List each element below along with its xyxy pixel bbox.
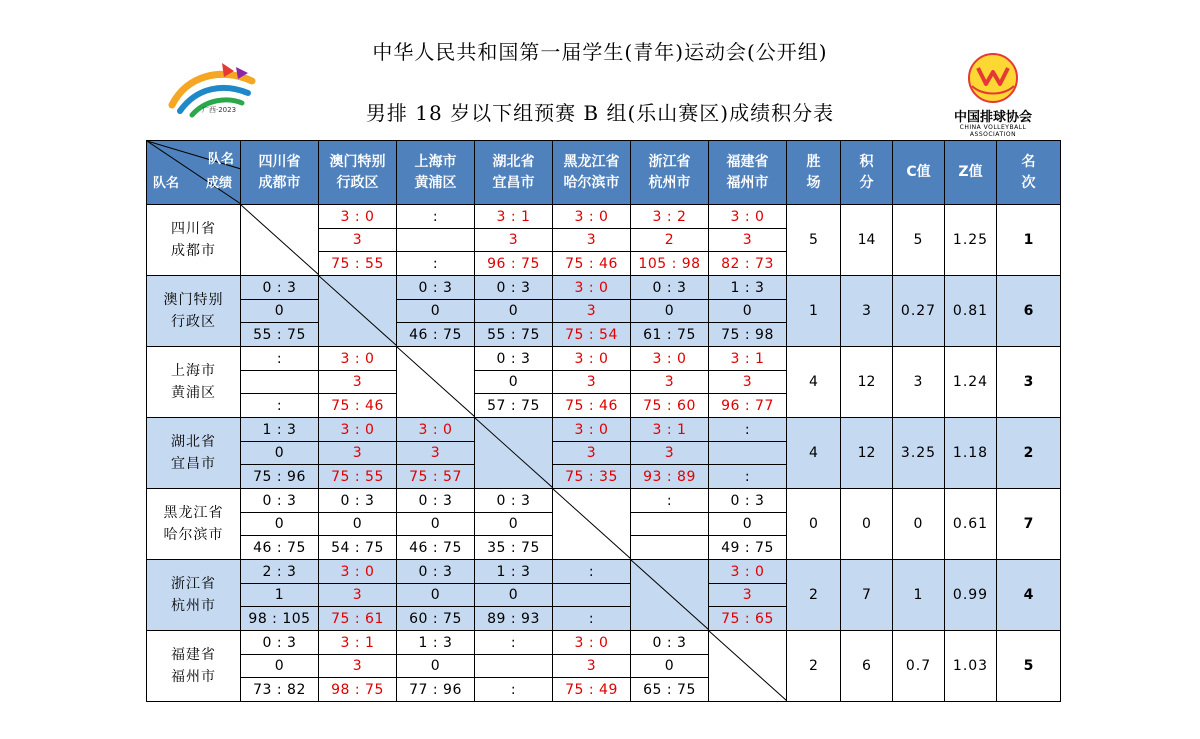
match-score: 3 : 0 (553, 631, 631, 655)
row-wins: 2 (787, 631, 841, 702)
match-rally: 89 : 93 (475, 607, 553, 631)
row-z-value: 0.81 (945, 276, 997, 347)
match-score: 3 : 1 (631, 418, 709, 442)
match-rally: 96 : 77 (709, 394, 787, 418)
diagonal-stroke (475, 418, 553, 488)
header-team-name-line2: 杭州市 (648, 174, 691, 191)
diagonal-line (319, 276, 397, 346)
match-points: 3 (553, 229, 631, 252)
row-wins: 0 (787, 489, 841, 560)
match-points: 3 (319, 584, 397, 607)
diagonal-line (397, 347, 475, 417)
match-points: 0 (475, 513, 553, 536)
table-row (147, 347, 1061, 371)
row-points: 12 (841, 347, 893, 418)
match-points: 0 (241, 513, 319, 536)
row-team-name-line2: 杭州市 (171, 598, 216, 614)
match-rally: 57 : 75 (475, 394, 553, 418)
match-points: 3 (319, 229, 397, 252)
row-team-name-line1: 福建省 (171, 647, 216, 663)
match-points (397, 229, 475, 252)
cva-logo-text: 中国排球协会 (953, 110, 1032, 125)
match-points: 1 (241, 584, 319, 607)
row-c-value: 3.25 (893, 418, 945, 489)
row-wins: 5 (787, 205, 841, 276)
match-score: 0 : 3 (709, 489, 787, 513)
match-score: 1 : 3 (709, 276, 787, 300)
match-score: 1 : 3 (475, 560, 553, 584)
match-rally: 75 : 57 (397, 465, 475, 489)
row-team-name-line1: 湖北省 (171, 434, 216, 450)
cva-logo (938, 50, 1048, 138)
row-team-name (147, 560, 241, 631)
row-rank: 1 (997, 205, 1061, 276)
match-rally: 49 : 75 (709, 536, 787, 560)
match-rally: : (553, 607, 631, 631)
diagonal-stroke (553, 489, 631, 559)
match-rally: 75 : 61 (319, 607, 397, 631)
row-rank: 2 (997, 418, 1061, 489)
match-score: 0 : 3 (397, 560, 475, 584)
row-rank: 4 (997, 560, 1061, 631)
row-wins: 1 (787, 276, 841, 347)
match-score: 0 : 3 (475, 347, 553, 371)
header-team-name-line1: 黑龙江省 (563, 153, 620, 170)
match-score: 3 : 2 (631, 205, 709, 229)
match-rally: 75 : 46 (553, 252, 631, 276)
match-rally: 46 : 75 (241, 536, 319, 560)
row-team-name (147, 418, 241, 489)
match-rally: 98 : 75 (319, 678, 397, 702)
row-team-name (147, 347, 241, 418)
match-points: 3 (553, 442, 631, 465)
row-team-name-line2: 宜昌市 (171, 456, 216, 472)
match-points (709, 442, 787, 465)
match-points: 3 (553, 371, 631, 394)
header-row (147, 141, 1061, 205)
match-points: 0 (631, 655, 709, 678)
match-score: 0 : 3 (397, 489, 475, 513)
header-c-value: C值 (893, 141, 945, 205)
match-score: : (241, 347, 319, 371)
match-rally: 75 : 96 (241, 465, 319, 489)
match-rally: 55 : 75 (241, 323, 319, 347)
match-score: 3 : 0 (319, 347, 397, 371)
diagonal-cell (631, 560, 709, 631)
match-points: 3 (553, 655, 631, 678)
row-c-value: 0.27 (893, 276, 945, 347)
diagonal-line (553, 489, 631, 559)
header-team-name-line1: 上海市 (414, 153, 457, 170)
match-points: 0 (475, 371, 553, 394)
row-team-name-line2: 行政区 (171, 314, 216, 330)
match-rally: 75 : 55 (319, 465, 397, 489)
diagonal-stroke (397, 347, 475, 417)
match-points (631, 513, 709, 536)
header-points (841, 141, 893, 205)
header-rank (997, 141, 1061, 205)
match-rally: : (241, 394, 319, 418)
row-team-name-line1: 黑龙江省 (163, 505, 224, 521)
match-score: : (475, 631, 553, 655)
header-team-name-line2: 福州市 (726, 174, 769, 191)
header-team-3 (397, 141, 475, 205)
diagonal-cell (319, 276, 397, 347)
header-team-name-line2: 成都市 (258, 174, 301, 191)
match-points: 0 (241, 655, 319, 678)
cva-logo-subtext: CHINA VOLLEYBALL ASSOCIATION (959, 124, 1027, 138)
diagonal-line (709, 631, 787, 701)
diagonal-stroke (319, 276, 397, 346)
header-team-5 (553, 141, 631, 205)
match-rally: 75 : 65 (709, 607, 787, 631)
match-score: : (709, 418, 787, 442)
match-score: : (397, 205, 475, 229)
row-z-value: 1.18 (945, 418, 997, 489)
match-rally: : (397, 252, 475, 276)
header-points-line2: 分 (859, 174, 874, 191)
match-score: 3 : 0 (319, 560, 397, 584)
corner-cell (147, 141, 241, 205)
row-wins: 4 (787, 347, 841, 418)
match-rally: 75 : 54 (553, 323, 631, 347)
match-rally: 96 : 75 (475, 252, 553, 276)
match-points: 0 (241, 442, 319, 465)
table-row (147, 560, 1061, 584)
match-rally: 35 : 75 (475, 536, 553, 560)
match-score: 0 : 3 (397, 276, 475, 300)
match-score: 0 : 3 (319, 489, 397, 513)
match-points: 3 (709, 584, 787, 607)
match-score: 3 : 0 (553, 276, 631, 300)
row-points: 7 (841, 560, 893, 631)
row-team-name-line2: 黄浦区 (171, 385, 216, 401)
diagonal-stroke (709, 631, 787, 701)
row-points: 14 (841, 205, 893, 276)
match-points (553, 584, 631, 607)
match-rally: 75 : 98 (709, 323, 787, 347)
match-score: 3 : 1 (319, 631, 397, 655)
match-points: 0 (397, 584, 475, 607)
diagonal-cell (553, 489, 631, 560)
header-team-name-line1: 浙江省 (648, 153, 691, 170)
standings-table (146, 140, 1061, 702)
row-z-value: 1.24 (945, 347, 997, 418)
row-c-value: 3 (893, 347, 945, 418)
match-rally: 60 : 75 (397, 607, 475, 631)
match-score: 3 : 0 (397, 418, 475, 442)
match-points: 0 (475, 584, 553, 607)
diagonal-cell (709, 631, 787, 702)
match-score: 3 : 0 (319, 418, 397, 442)
games-logo (162, 57, 262, 121)
row-points: 12 (841, 418, 893, 489)
match-rally: 65 : 75 (631, 678, 709, 702)
header-wins-line2: 场 (806, 174, 821, 191)
diagonal-stroke (241, 205, 319, 275)
row-points: 0 (841, 489, 893, 560)
diagonal-cell (397, 347, 475, 418)
page-title: 中华人民共和国第一届学生(青年)运动会(公开组) (372, 40, 828, 64)
match-score: 1 : 3 (241, 418, 319, 442)
row-team-name (147, 205, 241, 276)
corner-team-label-top: 队名 (207, 152, 234, 167)
diagonal-cell (475, 418, 553, 489)
header-team-name-line1: 福建省 (726, 153, 769, 170)
table-row (147, 276, 1061, 300)
match-score: 3 : 0 (553, 205, 631, 229)
match-points: 3 (319, 442, 397, 465)
match-rally: 77 : 96 (397, 678, 475, 702)
match-score: 3 : 1 (475, 205, 553, 229)
corner-score-label: 成绩 (205, 176, 232, 191)
match-points: 3 (709, 371, 787, 394)
match-score: 3 : 0 (553, 418, 631, 442)
header-wins-line1: 胜 (806, 153, 821, 170)
match-score: : (553, 560, 631, 584)
row-rank: 5 (997, 631, 1061, 702)
match-score: 0 : 3 (631, 276, 709, 300)
match-rally: 98 : 105 (241, 607, 319, 631)
match-points: 0 (397, 655, 475, 678)
table-row (147, 418, 1061, 442)
match-rally: 61 : 75 (631, 323, 709, 347)
match-score: 3 : 0 (709, 205, 787, 229)
header-team-4 (475, 141, 553, 205)
header-team-name-line2: 黄浦区 (414, 174, 457, 191)
match-rally: 75 : 49 (553, 678, 631, 702)
row-z-value: 0.99 (945, 560, 997, 631)
match-score: 2 : 3 (241, 560, 319, 584)
row-team-name-line2: 哈尔滨市 (163, 527, 224, 543)
header-z-value: Z值 (945, 141, 997, 205)
header-team-name-line1: 四川省 (258, 153, 301, 170)
page-subtitle: 男排 18 岁以下组预赛 B 组(乐山赛区)成绩积分表 (365, 101, 835, 125)
match-points: 3 (631, 371, 709, 394)
match-points: 3 (709, 229, 787, 252)
match-score: 3 : 0 (631, 347, 709, 371)
match-rally: 54 : 75 (319, 536, 397, 560)
match-score: 0 : 3 (475, 276, 553, 300)
match-rally: : (475, 678, 553, 702)
row-team-name-line1: 四川省 (171, 221, 216, 237)
match-points: 3 (397, 442, 475, 465)
match-points: 3 (319, 655, 397, 678)
match-rally: 75 : 55 (319, 252, 397, 276)
match-score: : (631, 489, 709, 513)
match-rally: 93 : 89 (631, 465, 709, 489)
row-team-name-line2: 成都市 (171, 243, 216, 259)
match-points: 0 (397, 300, 475, 323)
row-c-value: 5 (893, 205, 945, 276)
row-z-value: 0.61 (945, 489, 997, 560)
diagonal-stroke (631, 560, 709, 630)
match-score: 0 : 3 (241, 489, 319, 513)
row-c-value: 0.7 (893, 631, 945, 702)
match-score: 0 : 3 (475, 489, 553, 513)
corner-team-label-left: 队名 (153, 176, 180, 191)
match-score: 0 : 3 (241, 276, 319, 300)
match-points (241, 371, 319, 394)
header-points-line1: 积 (859, 153, 874, 170)
match-score: 3 : 0 (553, 347, 631, 371)
table-row (147, 205, 1061, 229)
match-points: 0 (709, 300, 787, 323)
row-c-value: 0 (893, 489, 945, 560)
row-team-name (147, 489, 241, 560)
header-team-name-line2: 行政区 (336, 174, 379, 191)
match-points: 0 (319, 513, 397, 536)
match-points: 0 (241, 300, 319, 323)
match-score: 3 : 1 (709, 347, 787, 371)
header-team-7 (709, 141, 787, 205)
header-team-name-line1: 澳门特别 (329, 153, 386, 170)
table-row (147, 631, 1061, 655)
row-rank: 6 (997, 276, 1061, 347)
row-team-name-line1: 上海市 (171, 363, 216, 379)
row-team-name-line1: 澳门特别 (163, 292, 224, 308)
match-rally: 75 : 46 (319, 394, 397, 418)
table-row (147, 489, 1061, 513)
match-points: 3 (553, 300, 631, 323)
match-points: 0 (709, 513, 787, 536)
match-rally: 75 : 60 (631, 394, 709, 418)
games-logo-text: 广西·2023 (202, 106, 237, 114)
row-team-name (147, 276, 241, 347)
row-points: 3 (841, 276, 893, 347)
row-points: 6 (841, 631, 893, 702)
match-rally: 75 : 35 (553, 465, 631, 489)
match-points: 0 (475, 300, 553, 323)
row-team-name-line1: 浙江省 (171, 576, 216, 592)
match-rally (631, 536, 709, 560)
match-points: 3 (631, 442, 709, 465)
header-rank-line1: 名 (1021, 153, 1036, 170)
match-rally: 46 : 75 (397, 536, 475, 560)
row-rank: 3 (997, 347, 1061, 418)
row-z-value: 1.03 (945, 631, 997, 702)
match-score: 3 : 0 (709, 560, 787, 584)
row-c-value: 1 (893, 560, 945, 631)
match-rally: : (709, 465, 787, 489)
match-points: 3 (319, 371, 397, 394)
match-rally: 82 : 73 (709, 252, 787, 276)
match-score: 1 : 3 (397, 631, 475, 655)
match-points (475, 655, 553, 678)
match-score: 3 : 0 (319, 205, 397, 229)
match-rally: 105 : 98 (631, 252, 709, 276)
header-team-6 (631, 141, 709, 205)
match-points: 3 (475, 229, 553, 252)
match-rally: 75 : 46 (553, 394, 631, 418)
row-wins: 2 (787, 560, 841, 631)
header-wins (787, 141, 841, 205)
header-team-2 (319, 141, 397, 205)
diagonal-line (631, 560, 709, 630)
match-rally: 46 : 75 (397, 323, 475, 347)
header-team-name-line2: 宜昌市 (492, 174, 535, 191)
row-team-name-line2: 福州市 (171, 669, 216, 685)
header-rank-line2: 次 (1021, 174, 1036, 191)
match-rally: 73 : 82 (241, 678, 319, 702)
header-team-name-line2: 哈尔滨市 (563, 174, 620, 191)
diagonal-line (475, 418, 553, 488)
match-score: 0 : 3 (631, 631, 709, 655)
match-points: 2 (631, 229, 709, 252)
diagonal-line (241, 205, 319, 275)
row-rank: 7 (997, 489, 1061, 560)
match-score: 0 : 3 (241, 631, 319, 655)
match-points: 0 (397, 513, 475, 536)
match-points: 0 (631, 300, 709, 323)
diagonal-cell (241, 205, 319, 276)
row-wins: 4 (787, 418, 841, 489)
header-team-1 (241, 141, 319, 205)
match-rally: 55 : 75 (475, 323, 553, 347)
row-z-value: 1.25 (945, 205, 997, 276)
row-team-name (147, 631, 241, 702)
header-team-name-line1: 湖北省 (492, 153, 535, 170)
